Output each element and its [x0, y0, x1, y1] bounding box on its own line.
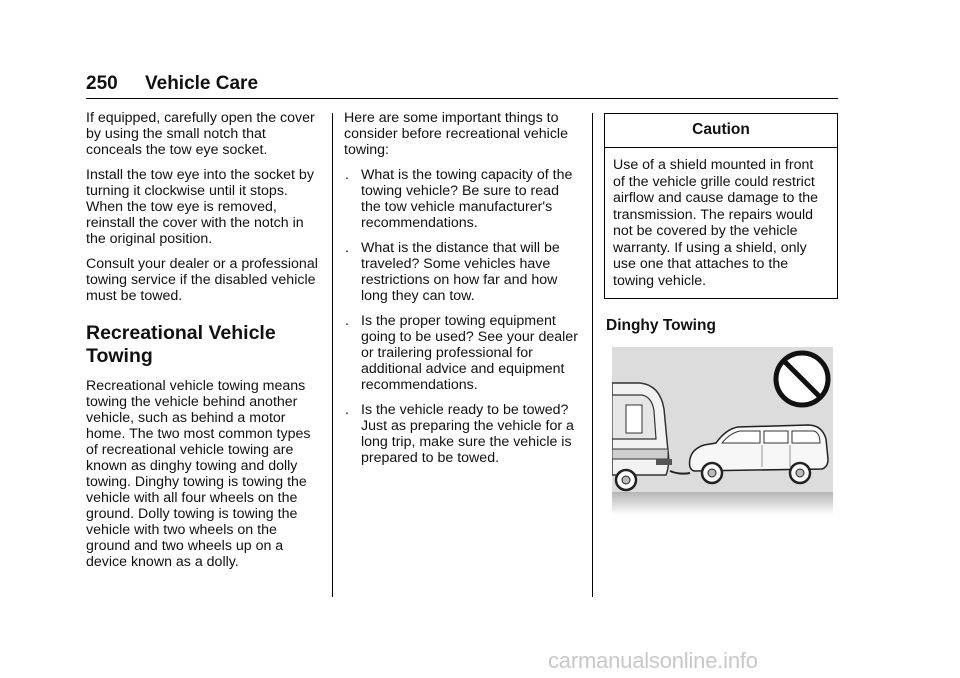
- list-item-text: Is the vehicle ready to be towed? Just as preparing the vehicle for a long trip, make sure the vehicle is prepared to be towed.: [361, 402, 574, 466]
- ground-shadow: [612, 492, 833, 515]
- column-left: [86, 110, 322, 579]
- header-rule: [86, 98, 838, 99]
- paragraph: Here are some important things to consider before recreational vehicle towing:: [344, 110, 568, 158]
- list-item-text: What is the towing capacity of the towing vehicle? Be sure to read the tow vehicle manufacturer's recommendations.: [361, 167, 573, 231]
- bullet-mark: .: [345, 313, 349, 329]
- list-item-text: Is the proper towing equipment going to be used? See your dealer or trailering professional for additional advice and equipment recommendations.: [361, 313, 578, 393]
- caution-box: [604, 113, 838, 299]
- watermark: carmanualsonline.info: [548, 648, 758, 673]
- caution-title: Caution: [605, 114, 837, 148]
- subheading: Dinghy Towing: [606, 317, 716, 334]
- paragraph: Recreational vehicle towing means towing the vehicle behind another vehicle, such as behind a motor home. The two most common types of recreational vehicle towing are known as dinghy towing and dolly towing. Dinghy towing is towing the vehicle with all four wheels on the ground. Dolly towing is towing the vehicle with two wheels on the ground and two wheels up on a device known as a dolly.: [86, 378, 311, 570]
- list-item: [344, 402, 580, 466]
- column-right: [604, 113, 838, 334]
- bullet-mark: .: [345, 167, 349, 183]
- column-divider: [332, 113, 333, 597]
- section-heading: Recreational Vehicle Towing: [86, 322, 276, 367]
- no-symbol-icon: [776, 353, 828, 405]
- section-title: Vehicle Care: [145, 73, 259, 94]
- page-header: [86, 70, 838, 100]
- column-divider: [592, 113, 593, 597]
- dinghy-towing-illustration: [612, 347, 833, 515]
- paragraph: Consult your dealer or a professional towing service if the disabled vehicle must be towed.: [86, 256, 318, 304]
- paragraph: Install the tow eye into the socket by turning it clockwise until it stops. When the tow eye is removed, reinstall the cover with the notch in the original position.: [86, 167, 314, 247]
- bullet-mark: .: [345, 402, 349, 418]
- list-item: [344, 313, 580, 393]
- page-number: 250: [86, 73, 118, 94]
- column-middle: [344, 110, 580, 475]
- list-item: [344, 240, 580, 304]
- caution-text: Use of a shield mounted in front of the vehicle grille could restrict airflow and cause damage to the transmission. The repairs would not be covered by the vehicle warranty. If using a shield, only use one that attaches to the towing vehicle.: [613, 157, 819, 289]
- paragraph: If equipped, carefully open the cover by using the small notch that conceals the tow eye socket.: [86, 110, 315, 158]
- list-item: [344, 167, 580, 231]
- list-item-text: What is the distance that will be traveled? Some vehicles have restrictions on how far and how long they can tow.: [361, 240, 560, 304]
- bullet-mark: .: [345, 240, 349, 256]
